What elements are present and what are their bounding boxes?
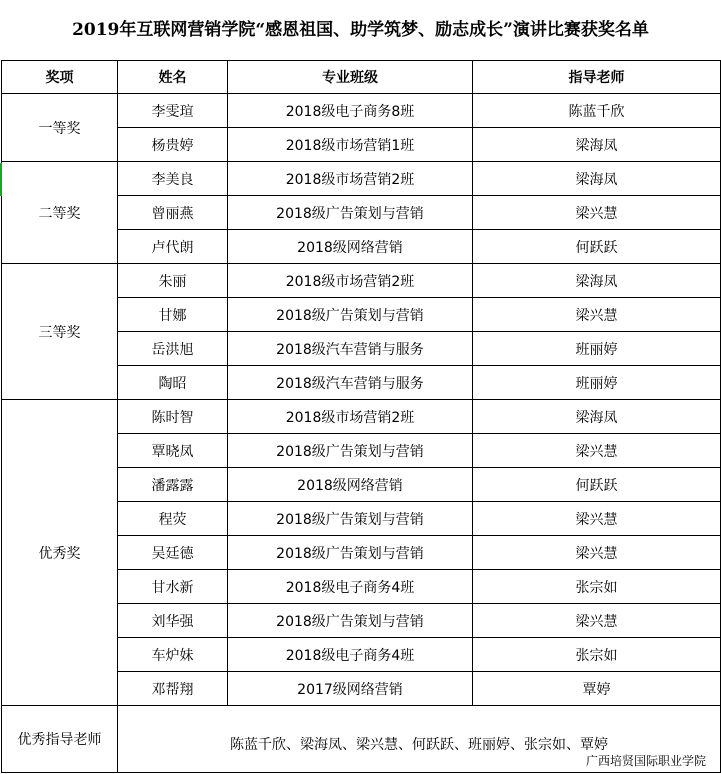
table-row bbox=[2, 162, 721, 196]
page-title: 2019年互联网营销学院“感恩祖国、助学筑梦、励志成长”演讲比赛获奖名单 bbox=[72, 20, 649, 40]
award-level-cell: 优秀奖 bbox=[2, 400, 118, 706]
teacher-cell: 班丽婷 bbox=[473, 332, 721, 366]
teacher-cell: 梁兴慧 bbox=[473, 434, 721, 468]
teacher-cell: 梁兴慧 bbox=[473, 502, 721, 536]
mentor-names: 陈蓝千欣、梁海凤、梁兴慧、何跃跃、班丽婷、张宗如、覃婷 bbox=[230, 737, 608, 753]
teacher-cell: 梁海凤 bbox=[473, 400, 721, 434]
class-cell: 2018级广告策划与营销 bbox=[228, 298, 473, 332]
student-name-cell: 杨贵婷 bbox=[118, 128, 228, 162]
teacher-cell: 梁海凤 bbox=[473, 264, 721, 298]
table-header-row bbox=[2, 61, 721, 94]
teacher-cell: 陈蓝千欣 bbox=[473, 94, 721, 128]
class-cell: 2018级电子商务8班 bbox=[228, 94, 473, 128]
teacher-cell: 张宗如 bbox=[473, 570, 721, 604]
class-cell: 2018级广告策划与营销 bbox=[228, 536, 473, 570]
header-teacher: 指导老师 bbox=[473, 61, 721, 94]
student-name-cell: 甘娜 bbox=[118, 298, 228, 332]
awards-table bbox=[1, 60, 721, 773]
class-cell: 2017级网络营销 bbox=[228, 672, 473, 706]
teacher-cell: 何跃跃 bbox=[473, 468, 721, 502]
table-row bbox=[2, 400, 721, 434]
class-cell: 2018级网络营销 bbox=[228, 468, 473, 502]
class-cell: 2018级汽车营销与服务 bbox=[228, 332, 473, 366]
student-name-cell: 甘水新 bbox=[118, 570, 228, 604]
student-name-cell: 陈时智 bbox=[118, 400, 228, 434]
student-name-cell: 邓帮翔 bbox=[118, 672, 228, 706]
award-level-cell: 三等奖 bbox=[2, 264, 118, 400]
student-name-cell: 潘露露 bbox=[118, 468, 228, 502]
table-row bbox=[2, 94, 721, 128]
student-name-cell: 岳洪旭 bbox=[118, 332, 228, 366]
teacher-cell: 梁兴慧 bbox=[473, 604, 721, 638]
class-cell: 2018级汽车营销与服务 bbox=[228, 366, 473, 400]
header-award: 奖项 bbox=[2, 61, 118, 94]
student-name-cell: 李美良 bbox=[118, 162, 228, 196]
teacher-cell: 梁海凤 bbox=[473, 162, 721, 196]
class-cell: 2018级广告策划与营销 bbox=[228, 604, 473, 638]
class-cell: 2018级广告策划与营销 bbox=[228, 196, 473, 230]
class-cell: 2018级广告策划与营销 bbox=[228, 434, 473, 468]
mentor-award-label: 优秀指导老师 bbox=[2, 706, 118, 773]
student-name-cell: 曾丽燕 bbox=[118, 196, 228, 230]
student-name-cell: 吴廷德 bbox=[118, 536, 228, 570]
class-cell: 2018级市场营销2班 bbox=[228, 264, 473, 298]
class-cell: 2018级市场营销1班 bbox=[228, 128, 473, 162]
school-name: 广西培贤国际职业学院 bbox=[585, 754, 706, 768]
mentor-award-cell bbox=[118, 706, 721, 773]
teacher-cell: 张宗如 bbox=[473, 638, 721, 672]
teacher-cell: 梁兴慧 bbox=[473, 298, 721, 332]
class-cell: 2018级广告策划与营销 bbox=[228, 502, 473, 536]
award-level-cell: 二等奖 bbox=[2, 162, 118, 264]
teacher-cell: 何跃跃 bbox=[473, 230, 721, 264]
awards-table-body bbox=[2, 94, 721, 706]
student-name-cell: 车炉妹 bbox=[118, 638, 228, 672]
header-name: 姓名 bbox=[118, 61, 228, 94]
mentor-award-row bbox=[2, 706, 721, 773]
teacher-cell: 班丽婷 bbox=[473, 366, 721, 400]
student-name-cell: 李雯瑄 bbox=[118, 94, 228, 128]
table-row bbox=[2, 264, 721, 298]
class-cell: 2018级市场营销2班 bbox=[228, 162, 473, 196]
student-name-cell: 刘华强 bbox=[118, 604, 228, 638]
award-level-cell: 一等奖 bbox=[2, 94, 118, 162]
class-cell: 2018级市场营销2班 bbox=[228, 400, 473, 434]
student-name-cell: 卢代朗 bbox=[118, 230, 228, 264]
student-name-cell: 程荧 bbox=[118, 502, 228, 536]
header-class: 专业班级 bbox=[228, 61, 473, 94]
class-cell: 2018级网络营销 bbox=[228, 230, 473, 264]
class-cell: 2018级电子商务4班 bbox=[228, 638, 473, 672]
student-name-cell: 陶昭 bbox=[118, 366, 228, 400]
teacher-cell: 覃婷 bbox=[473, 672, 721, 706]
student-name-cell: 覃晓凤 bbox=[118, 434, 228, 468]
class-cell: 2018级电子商务4班 bbox=[228, 570, 473, 604]
cell-selection-mark bbox=[0, 163, 2, 196]
student-name-cell: 朱丽 bbox=[118, 264, 228, 298]
teacher-cell: 梁海凤 bbox=[473, 128, 721, 162]
teacher-cell: 梁兴慧 bbox=[473, 196, 721, 230]
teacher-cell: 梁兴慧 bbox=[473, 536, 721, 570]
